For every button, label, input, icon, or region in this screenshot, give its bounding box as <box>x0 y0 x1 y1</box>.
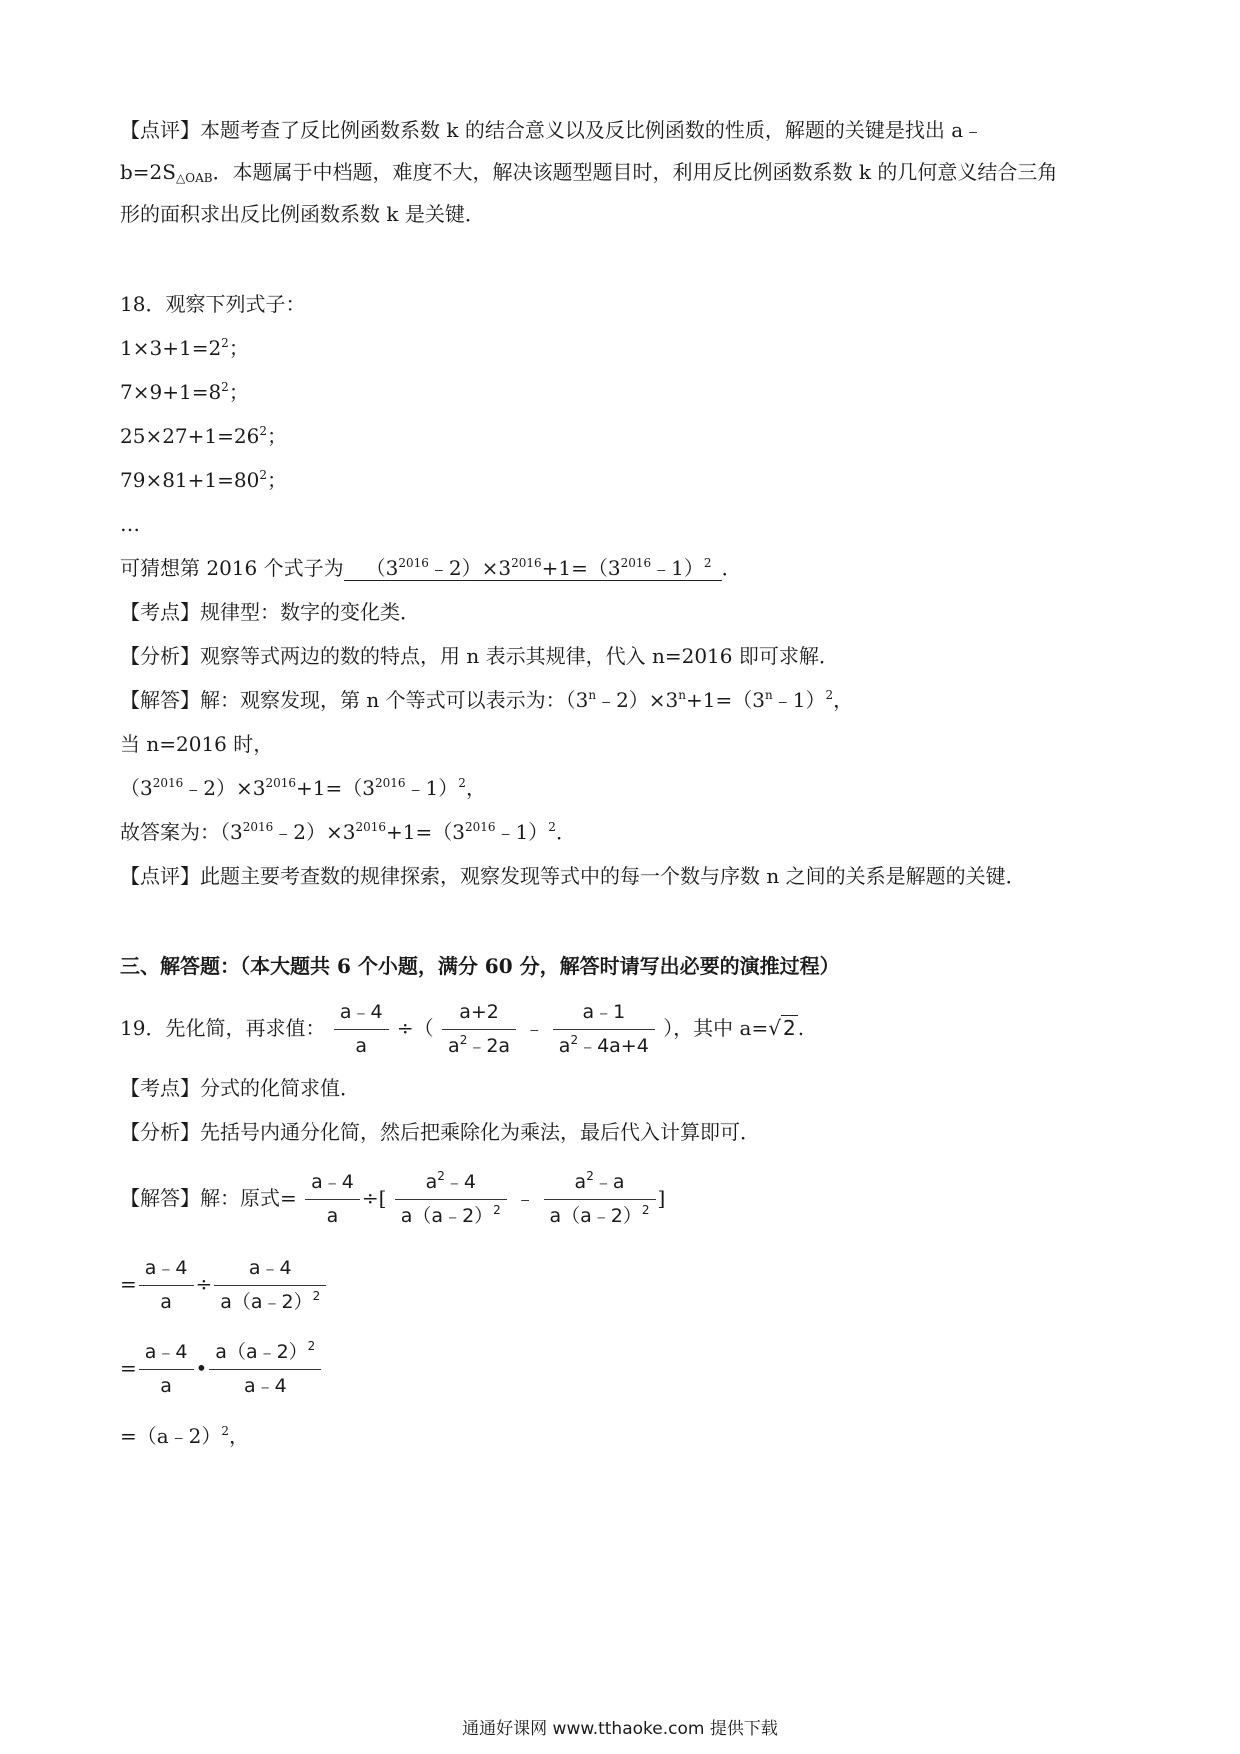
q18-when: 当 n=2016 时， <box>120 732 274 756</box>
fraction: $\frac{a﹣4}{a}$ <box>334 1000 389 1059</box>
q18-kaodian: 【考点】规律型：数字的变化类． <box>120 600 420 624</box>
q18-step: $(3^{2016}﹣2)\times 3^{2016}+1=(3^{2016}﹣1)^2$， <box>120 776 486 800</box>
q18-guess: 可猜想第 2016 个式子为 $(3^{2016}﹣2)\times 3^{2016}+1=(3^{2016}﹣1)^2$ ． <box>120 556 742 580</box>
q19-step-4: =（a﹣2）$^2$， <box>120 1424 250 1448</box>
comment-line-3: 形的面积求出反比例函数系数 k 是关键． <box>120 202 485 226</box>
q18-jieda: 【解答】解：观察发现，第 n 个等式可以表示为：$(3^n﹣2)\times 3^n+1=(3^n﹣1)^2$， <box>120 688 854 712</box>
q18-eq-4: $79\times 81+1=80^2$； <box>120 468 287 492</box>
answer-blank: $(3^{2016}﹣2)\times 3^{2016}+1=(3^{2016}﹣1)^2$ <box>344 556 722 581</box>
fraction: $\frac{a(a﹣2)^2}{a﹣4}$ <box>209 1340 321 1399</box>
fraction: $\frac{a^2﹣a}{a(a﹣2)^2}$ <box>544 1170 656 1229</box>
sqrt-expression: √ 2 <box>768 1016 796 1041</box>
fraction: $\frac{a﹣4}{a}$ <box>139 1256 194 1315</box>
q18-eq-3: $25\times 27+1=26^2$； <box>120 424 287 448</box>
q18-title: 18．观察下列式子： <box>120 292 306 316</box>
q19-kaodian: 【考点】分式的化简求值． <box>120 1076 360 1100</box>
fraction: $\frac{a﹣1}{a^2﹣4a+4}$ <box>553 1000 655 1059</box>
fraction: $\frac{a+2}{a^2﹣2a}$ <box>442 1000 516 1059</box>
q19-step-3: = $\frac{a﹣4}{a}$ • $\frac{a(a﹣2)^2}{a﹣4}$ <box>120 1340 323 1399</box>
q18-fenxi: 【分析】观察等式两边的数的特点，用 n 表示其规律，代入 n=2016 即可求解． <box>120 644 839 668</box>
fraction: $\frac{a^2﹣4}{a(a﹣2)^2}$ <box>395 1170 507 1229</box>
q19-question: 19．先化简，再求值： $\frac{a﹣4}{a}$ ÷（ $\frac{a+2}{a^2﹣2a}$ ﹣ $\frac{a﹣1}{a^2﹣4a+4}$ ），其中 a=√ 2 . <box>120 1000 804 1059</box>
q18-pingjia: 【点评】此题主要考查数的规律探索，观察发现等式中的每一个数与序数 n 之间的关系是解题的关键． <box>120 864 1026 888</box>
fraction: $\frac{a﹣4}{a}$ <box>139 1340 194 1399</box>
q18-ellipsis: … <box>120 512 140 536</box>
comment-line-2: $b=2S_{\triangle OAB}$．本题属于中档题，难度不大，解决该题型题目时，利用反比例函数系数 k 的几何意义结合三角 <box>120 160 1058 185</box>
q18-eq-1: $1\times 3+1=2^2$； <box>120 336 249 360</box>
q18-eq-2: $7\times 9+1=8^2$； <box>120 380 249 404</box>
q19-step-2: = $\frac{a﹣4}{a}$ ÷ $\frac{a﹣4}{a(a﹣2)^2}$ <box>120 1256 328 1315</box>
fraction: $\frac{a﹣4}{a}$ <box>305 1170 360 1229</box>
q19-fenxi: 【分析】先括号内通分化简，然后把乘除化为乘法，最后代入计算即可． <box>120 1120 760 1144</box>
q19-step-1: 【解答】解：原式= $\frac{a﹣4}{a}$ ÷[ $\frac{a^2﹣4}{a(a﹣2)^2}$ ﹣ $\frac{a^2﹣a}{a(a﹣2)^2}$ ] <box>120 1170 665 1229</box>
q18-answer: 故答案为：$(3^{2016}﹣2)\times 3^{2016}+1=(3^{2016}﹣1)^2$． <box>120 820 576 844</box>
section-heading: 三、解答题：（本大题共 6 个小题，满分 60 分，解答时请写出必要的演推过程） <box>120 954 840 978</box>
fraction: $\frac{a﹣4}{a(a﹣2)^2}$ <box>214 1256 326 1315</box>
comment-line-1: 【点评】本题考查了反比例函数系数 k 的结合意义以及反比例函数的性质，解题的关键是找出 a﹣ <box>120 118 984 142</box>
page-footer: 通通好课网 www.tthaoke.com 提供下载 <box>462 1719 778 1739</box>
